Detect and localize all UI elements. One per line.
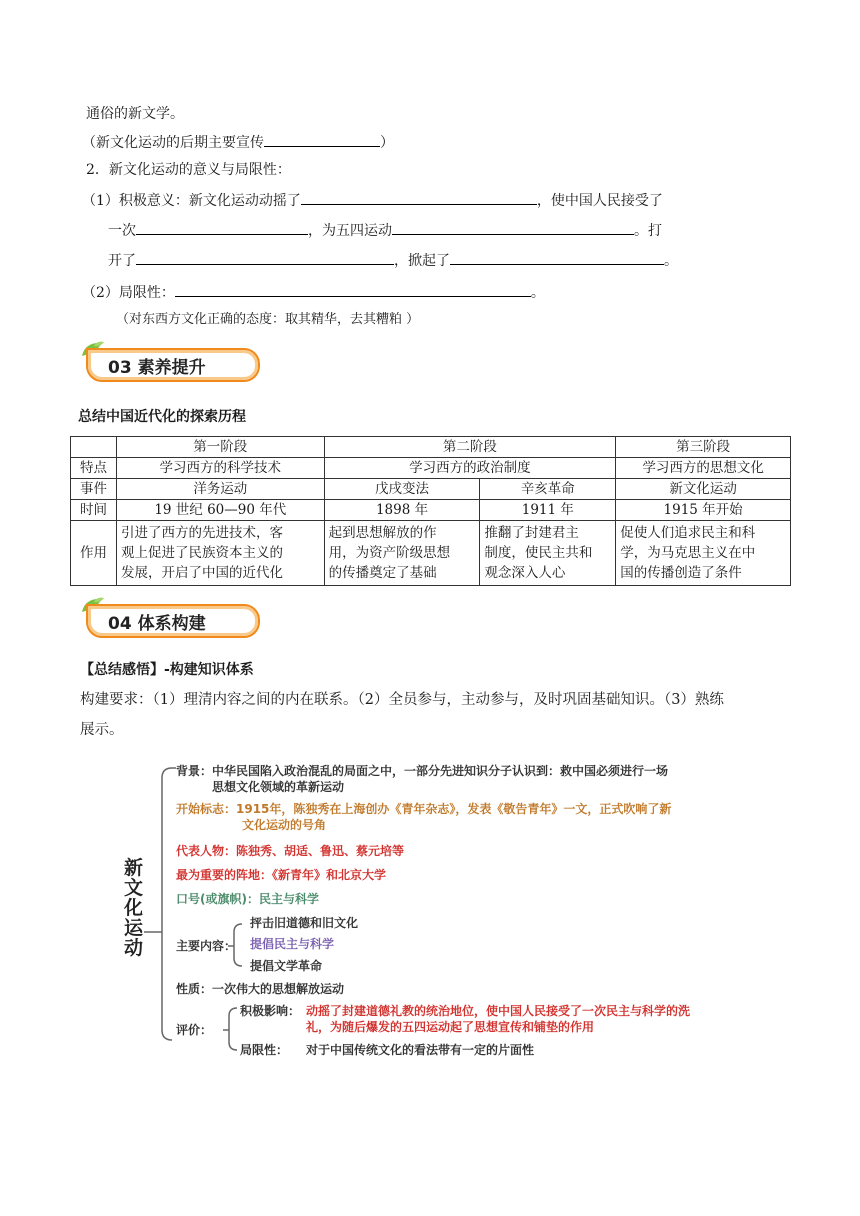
mindmap-content-item: 抨击旧道德和旧文化 [250,916,359,930]
mindmap-positive-1: 动摇了封建道德礼教的统治地位，使中国人民接受了一次民主与科学的洗 [306,1004,691,1018]
mindmap-background-2: 思想文化领域的革新运动 [212,780,345,794]
answer-blank[interactable] [136,220,308,235]
table-cell: 第一阶段 [116,437,324,458]
summary-title [80,660,254,680]
table-cell: 事件 [71,479,117,500]
mindmap-people: 代表人物：陈独秀、胡适、鲁迅、蔡元培等 [176,844,405,858]
positive-line-3 [108,250,678,271]
table-cell: 1911 年 [480,500,616,521]
table-row [71,458,791,479]
table-cell: 新文化运动 [616,479,791,500]
banner-label: 04 体系构建 [108,614,206,634]
table-row [71,479,791,500]
mindmap-root: 新文化运动 [124,857,144,959]
limitation-text-a: （2）局限性： [82,285,175,301]
table-row [71,437,791,458]
effect-line: 的传播奠定了基础 [328,565,437,581]
attitude-note: （对东西方文化正确的态度：取其精华，去其糟粕 ） [116,312,420,327]
mindmap-content-label: 主要内容： [176,939,237,953]
table-cell: 学习西方的政治制度 [324,458,616,479]
positive-text-d: ，为五四运动 [308,223,392,239]
table-row [71,500,791,521]
positive-text-c: 一次 [108,223,136,239]
positive-text-b: ，使中国人民接受了 [536,193,663,209]
mindmap-start-2: 文化运动的号角 [242,818,327,832]
positive-text-g: ，掀起了 [394,253,450,269]
answer-blank[interactable] [392,220,634,235]
answer-blank[interactable] [450,250,664,265]
meaning-heading: 2．新文化运动的意义与局限性： [86,162,291,178]
intro-line-2 [82,132,394,153]
positive-text-e: 。打 [634,223,662,239]
table-cell: 第二阶段 [324,437,616,458]
table-cell [324,521,480,586]
limitation-text-b: 。 [530,285,545,301]
table-cell [480,521,616,586]
positive-text-h: 。 [664,253,678,269]
answer-blank[interactable] [175,282,531,297]
effect-line: 用，为资产阶级思想 [328,545,451,561]
section-banner-03 [76,340,266,384]
mindmap-limit: 对于中国传统文化的看法带有一定的片面性 [306,1043,535,1057]
positive-line-1 [82,190,663,211]
effect-line: 起到思想解放的作 [328,525,437,541]
table-cell: 时间 [71,500,117,521]
intro-line-2-prefix: （新文化运动的后期主要宣传 [82,135,264,151]
positive-text-f: 开了 [108,253,136,269]
effect-line: 国的传播创造了条件 [620,565,742,581]
table-cell: 19 世纪 60—90 年代 [116,500,324,521]
requirement-line-2: 展示。 [80,722,124,738]
mindmap-nature: 性质：一次伟大的思想解放运动 [176,982,345,996]
answer-blank[interactable] [301,190,537,205]
effect-line: 学，为马克思主义在中 [620,545,756,561]
answer-blank[interactable] [264,132,380,147]
table-cell: 戊戌变法 [324,479,480,500]
effect-line: 制度，使民主共和 [484,545,593,561]
mindmap-eval-label: 评价： [176,1023,213,1037]
table-cell: 1915 年开始 [616,500,791,521]
intro-line-1: 通俗的新文学。 [86,106,184,122]
answer-blank[interactable] [136,250,394,265]
table-cell [116,521,324,586]
positive-line-2 [108,220,662,241]
effect-line: 推翻了封建君主 [484,525,579,541]
table-cell: 特点 [71,458,117,479]
table-cell: 学习西方的科学技术 [116,458,324,479]
intro-line-2-suffix: ） [380,135,394,151]
modernization-table [70,436,791,586]
table-cell [616,521,791,586]
table-cell: 学习西方的思想文化 [616,458,791,479]
effect-line: 引进了西方的先进技术，客 [120,525,283,541]
banner-label: 03 素养提升 [108,358,206,378]
mindmap-start-1: 开始标志：1915年，陈独秀在上海创办《青年杂志》，发表《敬告青年》一文，正式吹响了新 [176,802,672,816]
mindmap-positive-label: 积极影响： [240,1004,301,1018]
requirement-line-1: 构建要求：（1）理清内容之间的内在联系。（2）全员参与，主动参与，及时巩固基础知识。（3）熟练 [80,692,724,708]
table-cell: 1898 年 [324,500,480,521]
mindmap-background-1: 背景：中华民国陷入政治混乱的局面之中，一部分先进知识分子认识到：救中国必须进行一场 [176,764,669,778]
mindmap-content-item: 提倡民主与科学 [250,937,335,951]
summary-title-bracket: 【总结感悟】 [80,662,164,678]
mindmap-slogan: 口号(或旗帜)：民主与科学 [176,892,319,906]
table-cell: 洋务运动 [116,479,324,500]
mindmap-positive-2: 礼，为随后爆发的五四运动起了思想宣传和铺垫的作用 [306,1020,595,1034]
effect-line: 发展，开启了中国的近代化 [120,565,283,581]
positive-text-a: （1）积极意义：新文化运动动摇了 [82,193,301,209]
section-banner-04 [76,596,266,640]
table-cell: 第三阶段 [616,437,791,458]
summary-title-text: -构建知识体系 [164,662,254,678]
table-row [71,521,791,586]
limitation-line [82,282,545,303]
mindmap-limit-label: 局限性： [240,1043,289,1057]
mindmap-base: 最为重要的阵地：《新青年》和北京大学 [176,868,387,882]
mindmap-content-item: 提倡文学革命 [250,959,323,973]
effect-line: 观上促进了民族资本主义的 [120,545,283,561]
effect-line: 观念深入人心 [484,565,566,581]
section-title: 总结中国近代化的探索历程 [78,409,246,425]
effect-line: 促使人们追求民主和科 [620,525,756,541]
table-cell [71,437,117,458]
table-cell: 作用 [71,521,117,586]
table-cell: 辛亥革命 [480,479,616,500]
